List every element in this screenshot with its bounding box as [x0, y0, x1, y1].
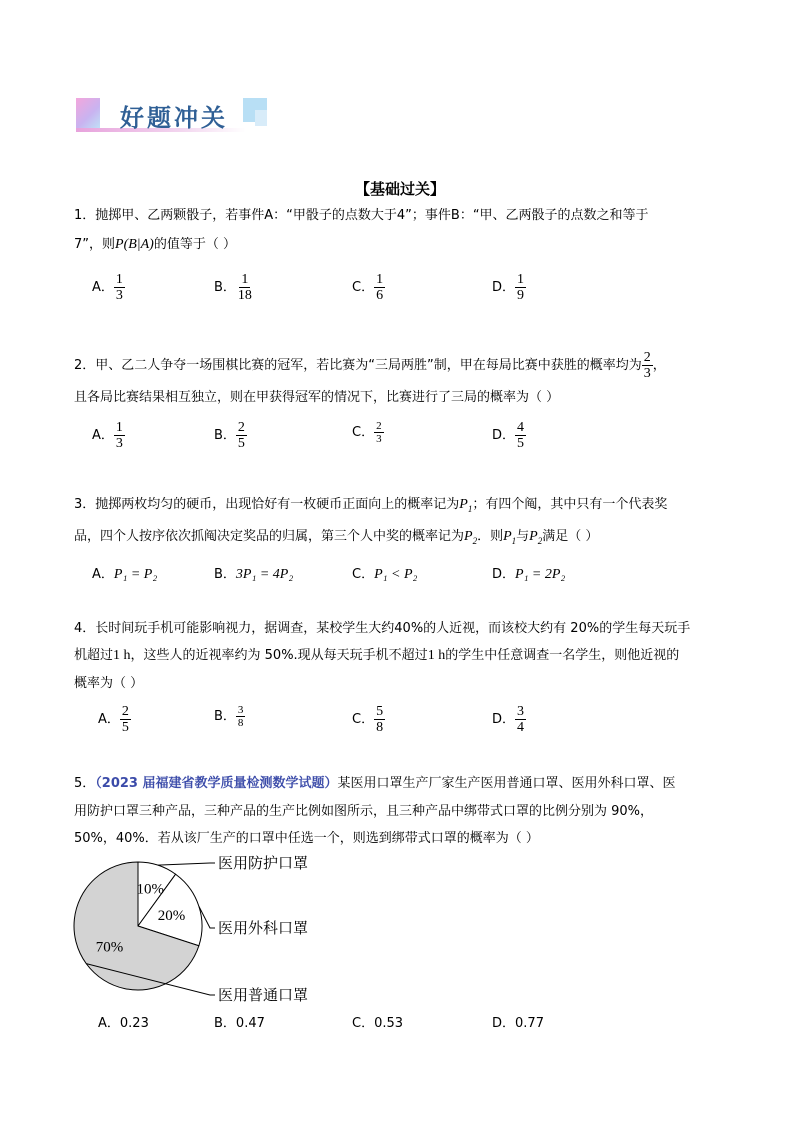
pie-category-label: 医用防护口罩 — [218, 856, 309, 872]
numerator: 2 — [643, 350, 651, 365]
q3-line1-pre: 3．抛掷两枚均匀的硬币，出现恰好有一枚硬币正面向上的概率记为 — [74, 497, 460, 512]
denominator: 4 — [517, 720, 525, 735]
q5-option-b[interactable] — [214, 1012, 265, 1031]
fraction — [114, 420, 125, 451]
fraction — [236, 272, 254, 303]
q3-option-b[interactable] — [214, 563, 293, 583]
fraction — [120, 704, 131, 735]
p2-symbol — [464, 529, 477, 544]
pie-callout-line — [158, 863, 215, 865]
option-expression: P₁ = P₂ — [113, 567, 158, 582]
banner-title: 好题冲关 — [120, 104, 228, 132]
fraction — [515, 704, 526, 735]
fraction — [374, 704, 385, 735]
q3-line2-post: 满足（ ） — [542, 529, 599, 544]
option-label: C． — [352, 1016, 375, 1031]
option-label: B． — [214, 428, 236, 443]
pie-slice-percent: 10% — [136, 881, 165, 898]
option-label: B． — [214, 1016, 236, 1031]
q2-option-a[interactable] — [92, 420, 125, 451]
denominator: 5 — [517, 436, 525, 451]
q5-line2: 用防护口罩三种产品，三种产品的生产比例如图所示，且三种产品中绑带式口罩的比例分别为 90%， — [74, 804, 654, 819]
q2-line2: 且各局比赛结果相互独立，则在甲获得冠军的情况下，比赛进行了三局的概率为（ ） — [74, 390, 560, 405]
q1-option-d[interactable] — [492, 272, 526, 303]
denominator: 5 — [121, 720, 129, 735]
q5-number: 5． — [74, 776, 96, 791]
numerator: 3 — [517, 704, 525, 719]
option-label: B． — [214, 709, 236, 724]
p2-symbol — [529, 529, 542, 544]
numerator: 1 — [376, 272, 384, 287]
denominator: 3 — [115, 288, 123, 303]
q5-line1 — [74, 775, 676, 793]
q5-source: （2023 届福建省教学质量检测数学试题） — [95, 776, 338, 791]
subscript: 2 — [472, 535, 478, 546]
p-letter: P — [503, 529, 512, 544]
numerator: 3 — [237, 704, 244, 716]
p-letter: P — [529, 529, 538, 544]
option-value: 0.47 — [235, 1016, 265, 1031]
denominator: 8 — [376, 720, 384, 735]
option-value: 0.53 — [374, 1016, 404, 1031]
option-label: D． — [492, 712, 516, 727]
q2-option-d[interactable] — [492, 420, 526, 451]
option-label: D． — [492, 280, 516, 295]
q4-hour-1: 1 h — [113, 648, 131, 663]
option-label: D． — [492, 1016, 516, 1031]
numerator: 4 — [517, 420, 525, 435]
q3-line1 — [74, 496, 667, 518]
q2-fraction — [642, 350, 653, 381]
banner-decoration-right-inner — [255, 110, 267, 126]
fraction — [374, 272, 385, 303]
subscript: 1 — [511, 535, 517, 546]
fraction — [374, 420, 384, 445]
q2-option-b[interactable] — [214, 420, 247, 451]
q1-line2 — [74, 236, 236, 254]
section-title: 【基础过关】 — [354, 180, 445, 198]
fraction — [236, 704, 246, 729]
q1-option-c[interactable] — [352, 272, 385, 303]
q1-line1: 1．抛掷甲、乙两颗骰子，若事件A：“甲骰子的点数大于4”；事件B：“甲、乙两骰子的点数之和等于 — [74, 208, 649, 223]
option-expression: 3P₁ = 4P₂ — [235, 567, 294, 582]
option-expression: P₁ < P₂ — [374, 567, 418, 582]
numerator: 1 — [115, 420, 123, 435]
q3-line2-and: 与 — [516, 529, 530, 544]
fraction — [515, 272, 526, 303]
numerator: 1 — [517, 272, 525, 287]
subscript: 2 — [537, 535, 543, 546]
option-label: A． — [98, 712, 120, 727]
option-label: D． — [492, 567, 516, 582]
subscript: 1 — [467, 503, 473, 514]
fraction — [114, 272, 125, 303]
numerator: 2 — [121, 704, 129, 719]
pie-slice-percent: 70% — [95, 939, 124, 956]
q5-option-d[interactable] — [492, 1012, 544, 1031]
numerator: 1 — [241, 272, 249, 287]
denominator: 3 — [115, 436, 123, 451]
q4-hour-2: 1 h — [427, 648, 446, 663]
q1-option-a[interactable] — [92, 272, 125, 303]
denominator: 18 — [237, 288, 252, 303]
denominator: 5 — [237, 436, 245, 451]
q3-line2 — [74, 528, 598, 550]
q3-option-c[interactable] — [352, 563, 417, 583]
denominator: 3 — [643, 366, 651, 381]
q3-option-d[interactable] — [492, 563, 565, 583]
p1-symbol — [459, 497, 472, 512]
q1-option-b[interactable] — [214, 272, 254, 303]
option-label: A． — [92, 428, 114, 443]
q4-line2 — [74, 647, 679, 665]
q4-line2-mid: ，这些人的近视率约为 50%.现从每天玩手机不超过 — [130, 648, 428, 663]
q4-option-c[interactable] — [352, 704, 385, 735]
option-label: A． — [98, 1016, 120, 1031]
p-letter: P — [459, 497, 468, 512]
q2-option-c[interactable] — [352, 420, 384, 445]
option-label: A． — [92, 280, 114, 295]
q4-line3: 概率为（ ） — [74, 676, 144, 691]
option-expression: P₁ = 2P₂ — [515, 567, 566, 582]
q3-option-a[interactable] — [92, 563, 157, 583]
option-label: C． — [352, 712, 375, 727]
pie-slice-percent: 20% — [157, 908, 186, 925]
option-value: 0.77 — [515, 1016, 544, 1031]
pie-category-label: 医用普通口罩 — [218, 988, 309, 1004]
q5-line1-post: 某医用口罩生产厂家生产医用普通口罩、医用外科口罩、医 — [337, 776, 676, 791]
denominator: 8 — [237, 717, 244, 729]
option-label: C． — [352, 425, 375, 440]
numerator: 2 — [237, 420, 245, 435]
option-label: A． — [92, 567, 114, 582]
option-label: C． — [352, 280, 375, 295]
q1-line2-pre: 7”，则 — [74, 237, 116, 252]
q3-line1-post: ；有四个阄，其中只有一个代表奖 — [472, 497, 668, 512]
option-label: D． — [492, 428, 516, 443]
numerator: 2 — [376, 420, 382, 432]
q3-line2-pre: 品，四个人按序依次抓阄决定奖品的归属，第三个人中奖的概率记为 — [74, 529, 465, 544]
q5-line3: 50%，40%．若从该厂生产的口罩中任选一个，则选到绑带式口罩的概率为（ ） — [74, 831, 539, 846]
q3-line2-mid: ．则 — [477, 529, 504, 544]
banner-decoration-left — [76, 98, 100, 130]
q4-option-a[interactable] — [98, 704, 131, 735]
q5-option-a[interactable] — [98, 1012, 149, 1031]
option-value: 0.23 — [119, 1016, 149, 1031]
pie-chart — [60, 848, 360, 1008]
fraction — [515, 420, 526, 451]
q2-line1-post: ， — [652, 358, 666, 373]
q5-option-c[interactable] — [352, 1012, 403, 1031]
q4-line2-pre: 机超过 — [74, 648, 114, 663]
q4-line2-post: 的学生中任意调查一名学生，则他近视的 — [445, 648, 680, 663]
q1-line2-post: 的值等于（ ） — [153, 237, 236, 252]
q4-option-d[interactable] — [492, 704, 526, 735]
q1-expression: P(B|A) — [115, 237, 154, 252]
q4-option-b[interactable] — [214, 704, 245, 729]
q4-line1: 4．长时间玩手机可能影响视力，据调查，某校学生大约40%的人近视，而该校大约有 20%的学生每天玩手 — [74, 621, 691, 636]
numerator: 5 — [376, 704, 384, 719]
option-label: C． — [352, 567, 375, 582]
option-label: B． — [214, 280, 236, 295]
p-letter: P — [464, 529, 473, 544]
option-label: B． — [214, 567, 236, 582]
denominator: 6 — [376, 288, 384, 303]
denominator: 9 — [517, 288, 525, 303]
denominator: 3 — [376, 433, 382, 445]
pie-category-label: 医用外科口罩 — [218, 921, 309, 937]
fraction — [236, 420, 247, 451]
q2-line1 — [74, 350, 666, 381]
p1-symbol — [503, 529, 516, 544]
q2-line1-pre: 2．甲、乙二人争夺一场围棋比赛的冠军，若比赛为“三局两胜”制，甲在每局比赛中获胜的概率均为 — [74, 358, 642, 373]
numerator: 1 — [115, 272, 123, 287]
